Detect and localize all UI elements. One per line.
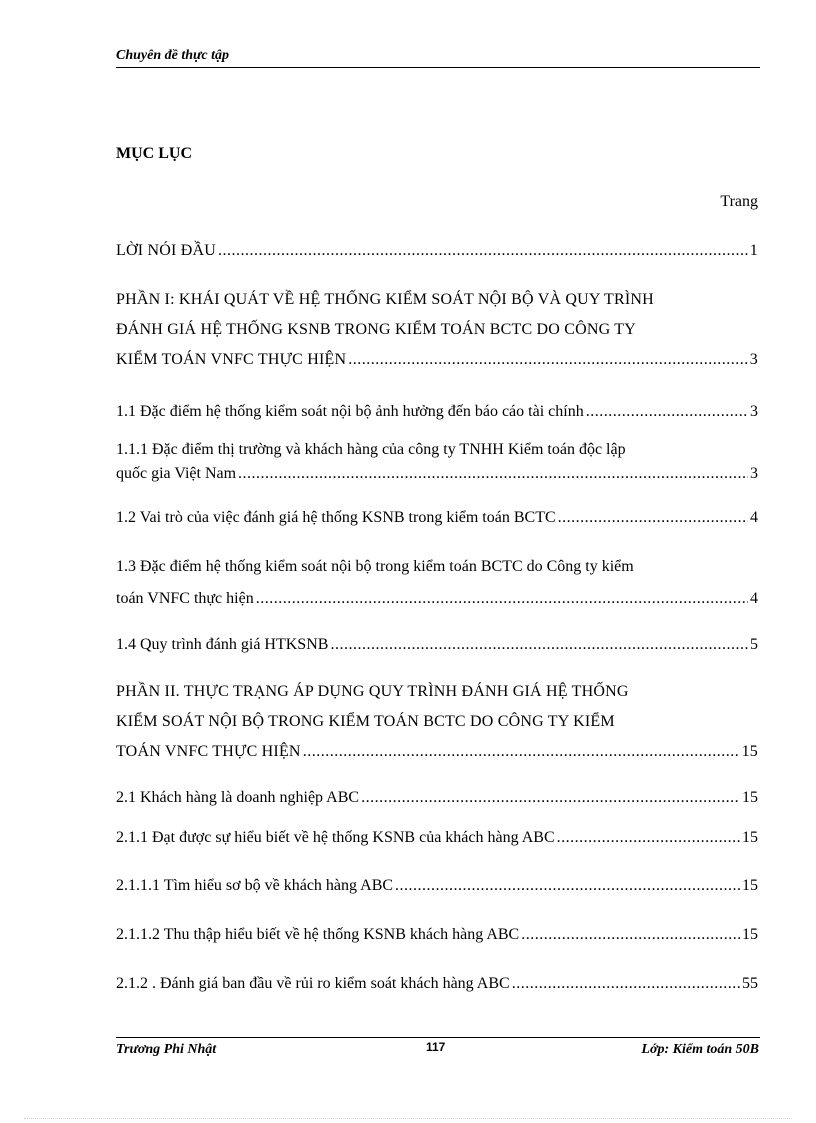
toc-entry-text: toán VNFC thực hiện (116, 590, 254, 607)
running-header: Chuyên đề thực tập (116, 48, 760, 68)
toc-entry-page: 15 (741, 743, 758, 760)
toc-entry-text: TOÁN VNFC THỰC HIỆN (116, 743, 301, 760)
toc-entry-page: 3 (750, 403, 758, 420)
toc-entry[interactable] (116, 871, 758, 901)
toc-entry-page: 15 (742, 789, 758, 806)
toc-entry-page: 5 (750, 636, 758, 653)
toc-entry-text: 1.3 Đặc điểm hệ thống kiểm soát nội bộ trong kiểm toán BCTC do Công ty kiểm (116, 558, 634, 575)
toc-entry-text: ĐÁNH GIÁ HỆ THỐNG KSNB TRONG KIỂM TOÁN BCTC DO CÔNG TY (116, 321, 637, 338)
toc-entry-text: 2.1.1.2 Thu thập hiểu biết về hệ thống KSNB khách hàng ABC (116, 926, 520, 943)
toc-entry[interactable] (116, 236, 758, 266)
toc-entry-text: LỜI NÓI ĐẦU (116, 242, 216, 259)
footer-author: Trương Phi Nhật (116, 1042, 217, 1057)
toc-entry[interactable] (116, 550, 758, 614)
toc-entry-text: 1.1 Đặc điểm hệ thống kiểm soát nội bộ ảnh hưởng đến báo cáo tài chính (116, 403, 584, 420)
toc-entry-page: 4 (750, 590, 758, 607)
toc-entry-text: quốc gia Việt Nam (116, 465, 237, 482)
toc-entry[interactable] (116, 630, 758, 660)
toc-entry[interactable] (116, 969, 758, 999)
toc-entry-text: 2.1.1.1 Tìm hiểu sơ bộ về khách hàng ABC (116, 877, 394, 894)
toc-entry-text: 2.1.2 . Đánh giá ban đầu về rủi ro kiểm soát khách hàng ABC (116, 975, 510, 992)
toc-entry-text: 2.1 Khách hàng là doanh nghiệp ABC (116, 789, 360, 806)
toc-entry-page: 4 (750, 509, 758, 526)
toc-title: MỤC LỤC (116, 145, 192, 162)
toc-entry[interactable] (116, 503, 758, 533)
toc-entry-page: 3 (750, 465, 758, 482)
footer-divider (116, 1037, 760, 1038)
toc-entry-text: KIỂM SOÁT NỘI BỘ TRONG KIỂM TOÁN BCTC DO CÔNG TY KIỂM (116, 713, 615, 730)
footer-page-number: 117 (426, 1040, 446, 1054)
page-edge-divider (24, 1118, 792, 1119)
toc-entry-page: 1 (749, 242, 758, 259)
toc-entry-text: 1.2 Vai trò của việc đánh giá hệ thống KSNB trong kiểm toán BCTC (116, 509, 556, 526)
toc-entry-page: 3 (749, 351, 758, 368)
toc-entry[interactable] (116, 438, 758, 486)
toc-entry-text: 1.1.1 Đặc điểm thị trường và khách hàng của công ty TNHH Kiểm toán độc lập (116, 441, 626, 458)
toc-entry[interactable] (116, 920, 758, 950)
toc-entry-page: 15 (742, 926, 758, 943)
toc-entry-text: PHẦN I: KHÁI QUÁT VỀ HỆ THỐNG KIỂM SOÁT NỘI BỘ VÀ QUY TRÌNH (116, 291, 654, 308)
toc-entry-text: 2.1.1 Đạt được sự hiểu biết về hệ thống KSNB của khách hàng ABC (116, 829, 555, 846)
footer-class: Lớp: Kiểm toán 50B (641, 1042, 759, 1057)
toc-entry[interactable] (116, 285, 758, 375)
toc-entry-text: PHẦN II. THỰC TRẠNG ÁP DỤNG QUY TRÌNH ĐÁNH GIÁ HỆ THỐNG (116, 683, 629, 700)
toc-entry[interactable] (116, 677, 758, 767)
toc-entry-page: 15 (742, 877, 758, 894)
toc-entry[interactable] (116, 783, 758, 813)
toc-entry-page: 15 (742, 829, 758, 846)
toc-entry-text: KIỂM TOÁN VNFC THỰC HIỆN (116, 351, 347, 368)
toc-entry[interactable] (116, 823, 758, 853)
toc-entry-text: 1.4 Quy trình đánh giá HTKSNB (116, 636, 329, 653)
page-column-label: Trang (720, 193, 758, 210)
toc-entry[interactable] (116, 397, 758, 427)
toc-entry-page: 55 (742, 975, 758, 992)
